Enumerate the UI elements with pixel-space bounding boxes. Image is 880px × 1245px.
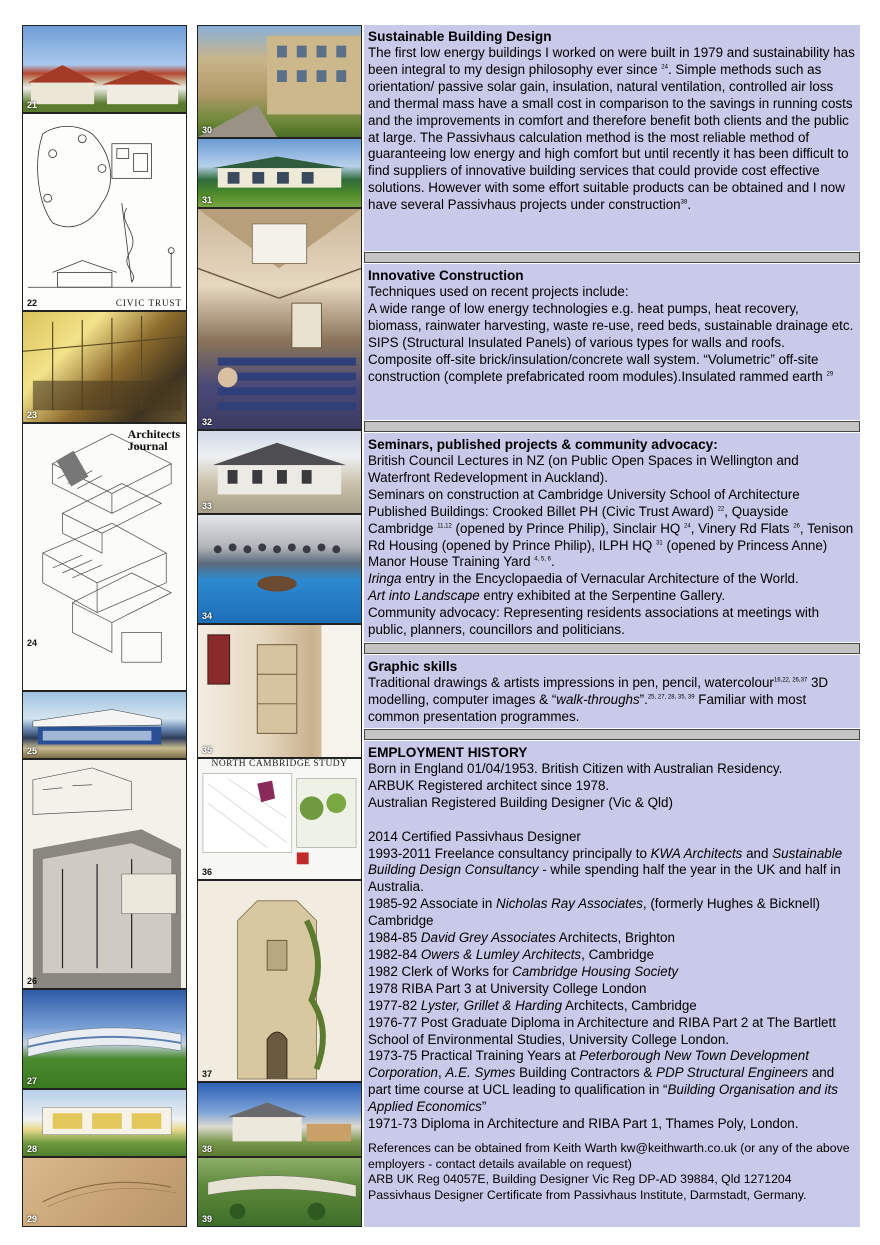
pavilion-building bbox=[198, 139, 361, 207]
photo-number: 25 bbox=[27, 746, 38, 756]
photo-number: 33 bbox=[202, 501, 213, 511]
render-39 bbox=[197, 1157, 362, 1227]
text-line: 1971-73 Diploma in Architecture and RIBA Part 1, Thames Poly, London. bbox=[368, 1116, 799, 1132]
text-line: 1978 RIBA Part 3 at University College London bbox=[368, 980, 647, 996]
text-line: Techniques used on recent projects include: bbox=[368, 284, 629, 299]
render-28 bbox=[22, 1089, 187, 1157]
references-line bbox=[368, 1141, 856, 1172]
photo-number: 36 bbox=[202, 867, 213, 877]
section-heading: Innovative Construction bbox=[368, 268, 524, 283]
masthead-line-1: Architects bbox=[127, 427, 180, 441]
study-report-cover bbox=[198, 759, 361, 879]
registration-line: ARB UK Reg 04057E, Building Designer Vic Reg DP-AD 39884, Qld 1271204 bbox=[368, 1172, 792, 1187]
photo-31 bbox=[197, 138, 362, 208]
references-text[interactable]: References can be obtained from Keith Warth kw@keithwarth.co.uk (or any of the above employers - contact details available on request) bbox=[368, 1140, 850, 1171]
photo-number: 29 bbox=[27, 1214, 38, 1224]
seminars-section bbox=[364, 433, 860, 642]
section-divider bbox=[364, 729, 860, 740]
text-line: 1977-82 Lyster, Grillet & Harding Architects, Cambridge bbox=[368, 997, 697, 1013]
text-line: Community advocacy: Representing residents associations at meetings with public, planners, councillors and politicians. bbox=[368, 605, 820, 638]
photo-32 bbox=[197, 208, 362, 430]
tower-watercolour bbox=[198, 881, 361, 1081]
house-illustration bbox=[23, 26, 186, 112]
photo-30 bbox=[197, 25, 362, 138]
text-line: Art into Landscape entry exhibited at the Serpentine Gallery. bbox=[368, 588, 726, 604]
text-line: 1976-77 Post Graduate Diploma in Architecture and RIBA Part 2 at The Bartlett School of Environmental Studies, University College London. bbox=[368, 1014, 836, 1047]
photo-number: 38 bbox=[202, 1144, 213, 1154]
section-heading: Sustainable Building Design bbox=[368, 29, 552, 44]
terrace-render bbox=[23, 1090, 186, 1156]
photo-number: 23 bbox=[27, 410, 38, 420]
text-line: 1982-84 Owers & Lumley Architects, Cambridge bbox=[368, 946, 655, 962]
site-plan-sketch bbox=[23, 114, 186, 310]
employment-history-section bbox=[364, 741, 860, 1227]
spacer-line bbox=[368, 1133, 856, 1141]
drawing-22 bbox=[22, 113, 187, 311]
photo-number: 27 bbox=[27, 1076, 38, 1086]
photo-number: 26 bbox=[27, 976, 38, 986]
text-line: Born in England 01/04/1953. British Citizen with Australian Residency. bbox=[368, 761, 783, 776]
photo-number: 32 bbox=[202, 417, 213, 427]
photo-number: 30 bbox=[202, 125, 213, 135]
photo-34 bbox=[197, 514, 362, 624]
photo-number: 31 bbox=[202, 195, 213, 205]
sustainable-paragraph: The first low energy buildings I worked on were built in 1979 and sustainability has been integral to my design philosophy ever since $^{24}$. Simple methods such as orientation/ passive solar gain, insulation, natural ventilation, controlled air loss and thermal mass have a small cost in comparison to the savings in running costs and the improvements in comfort and therefore benefit both clients and the public at large. The Passivhaus calculation method is the most reliable method of guaranteeing low energy and high comfort but until recently it has been difficult to find suppliers of innovative building services that could provide cost effective solutions. However with some effort suitable products can be obtained and I now have several Passivhaus projects under construction$^{38}$. bbox=[368, 45, 855, 213]
section-heading: EMPLOYMENT HISTORY bbox=[368, 745, 528, 760]
photo-33 bbox=[197, 430, 362, 514]
text-line: 1982 Clerk of Works for Cambridge Housing Society bbox=[368, 963, 679, 979]
hall-interior bbox=[198, 209, 361, 429]
earth-sheltered-render bbox=[198, 1158, 361, 1226]
section-divider bbox=[364, 643, 860, 654]
text-line: ARBUK Registered architect since 1978. bbox=[368, 777, 610, 793]
masthead-line-2: Journal bbox=[127, 439, 168, 453]
text-line: Seminars on construction at Cambridge University School of Architecture bbox=[368, 486, 800, 502]
photo-number: 24 bbox=[27, 638, 38, 648]
drawing-24 bbox=[22, 423, 187, 691]
photo-number: 35 bbox=[202, 745, 213, 755]
photo-number: 22 bbox=[27, 298, 38, 308]
drawing-36 bbox=[197, 758, 362, 880]
photo-23 bbox=[22, 311, 187, 423]
text-line: SIPS (Structural Insulated Panels) of various types for walls and roofs. bbox=[368, 334, 785, 350]
text-line: Australian Registered Building Designer (Vic & Qld) bbox=[368, 794, 673, 810]
section-divider bbox=[364, 252, 860, 263]
photo-38 bbox=[197, 1082, 362, 1157]
drawing-26 bbox=[22, 759, 187, 989]
text-line: Traditional drawings & artists impressions in pen, pencil, watercolour$^{16,22, 26,37}$ 3D modelling, computer images & “walk-throughs”.$^{25, 27, 28, 35, 39}$ Familiar with most common presentation programmes. bbox=[368, 675, 829, 724]
photo-number: 21 bbox=[27, 100, 38, 110]
text-line: British Council Lectures in NZ (on Public Open Spaces in Wellington and Waterfront Redevelopment in Auckland). bbox=[368, 453, 799, 485]
photo-number: 39 bbox=[202, 1214, 213, 1224]
curved-building-render bbox=[23, 990, 186, 1088]
text-line: Iringa entry in the Encyclopaedia of Vernacular Architecture of the World. bbox=[368, 571, 799, 587]
text-line: A wide range of low energy technologies e.g. heat pumps, heat recovery, biomass, rainwater harvesting, waste re-use, reed beds, sustainable drainage etc. bbox=[368, 300, 854, 333]
text-line: Published Buildings: Crooked Billet PH (Civic Trust Award) $^{22}$, Quayside Cambridge $^{11,12}$ (opened by Prince Philip), Sinclair HQ $^{24}$, Vinery Rd Flats $^{26}$, Tenison Rd Housing (opened by Prince Philip), ILPH HQ $^{31}$ (opened by Princess Anne) Manor House Training Yard $^{4, 5, 6}$. bbox=[368, 503, 854, 570]
render-25 bbox=[22, 691, 187, 759]
pool-with-crowd bbox=[198, 515, 361, 623]
text-line: 1985-92 Associate in Nicholas Ray Associates, (formerly Hughes & Bicknell) Cambridge bbox=[368, 896, 821, 929]
rammed-earth-texture bbox=[23, 1158, 186, 1226]
text-line: 2014 Certified Passivhaus Designer bbox=[368, 828, 581, 844]
certificate-line: Passivhaus Designer Certificate from Passivhaus Institute, Darmstadt, Germany. bbox=[368, 1187, 807, 1202]
passivhaus-house bbox=[198, 1083, 361, 1156]
section-divider bbox=[364, 421, 860, 432]
section-heading: Seminars, published projects & community advocacy: bbox=[368, 437, 718, 452]
innovative-construction-section bbox=[364, 264, 860, 420]
conservatory-interior bbox=[23, 312, 186, 422]
atrium-render bbox=[198, 625, 361, 757]
text-line: 1984-85 David Grey Associates Architects, Brighton bbox=[368, 930, 675, 946]
photo-29 bbox=[22, 1157, 187, 1227]
text-line: 1993-2011 Freelance consultancy principally to KWA Architects and Sustainable Building Design Consultancy - while spending half the year in the UK and half in Australia. bbox=[368, 845, 843, 895]
text-line: 1973-75 Practical Training Years at Peterborough New Town Development Corporation, A.E. Symes Building Contractors & PDP Structural Engineers and part time course at UCL leading to qualification in “Building Organisation and its Applied Economics” bbox=[368, 1048, 838, 1115]
spacer-line bbox=[368, 812, 856, 829]
stable-building bbox=[198, 431, 361, 513]
axonometric-drawing bbox=[23, 424, 186, 690]
render-35 bbox=[197, 624, 362, 758]
photo-21 bbox=[22, 25, 187, 113]
text-line: Composite off-site brick/insulation/concrete wall system. “Volumetric” off-site construction (complete prefabricated room modules).Insulated rammed earth $^{29}$ bbox=[368, 351, 834, 384]
section-heading: Graphic skills bbox=[368, 659, 458, 674]
courtyard-building bbox=[198, 26, 361, 137]
render-27 bbox=[22, 989, 187, 1089]
graphic-skills-section bbox=[364, 655, 860, 728]
building-render bbox=[23, 692, 186, 758]
photo-number: 34 bbox=[202, 611, 213, 621]
civic-trust-caption: CIVIC TRUST bbox=[115, 298, 182, 308]
sustainable-building-section bbox=[364, 25, 860, 251]
north-cambridge-title: NORTH CAMBRIDGE STUDY bbox=[211, 759, 348, 769]
drawing-37 bbox=[197, 880, 362, 1082]
housing-sketch bbox=[23, 760, 186, 988]
photo-number: 28 bbox=[27, 1144, 38, 1154]
photo-number: 37 bbox=[202, 1069, 213, 1079]
architects-journal-masthead bbox=[128, 428, 180, 452]
